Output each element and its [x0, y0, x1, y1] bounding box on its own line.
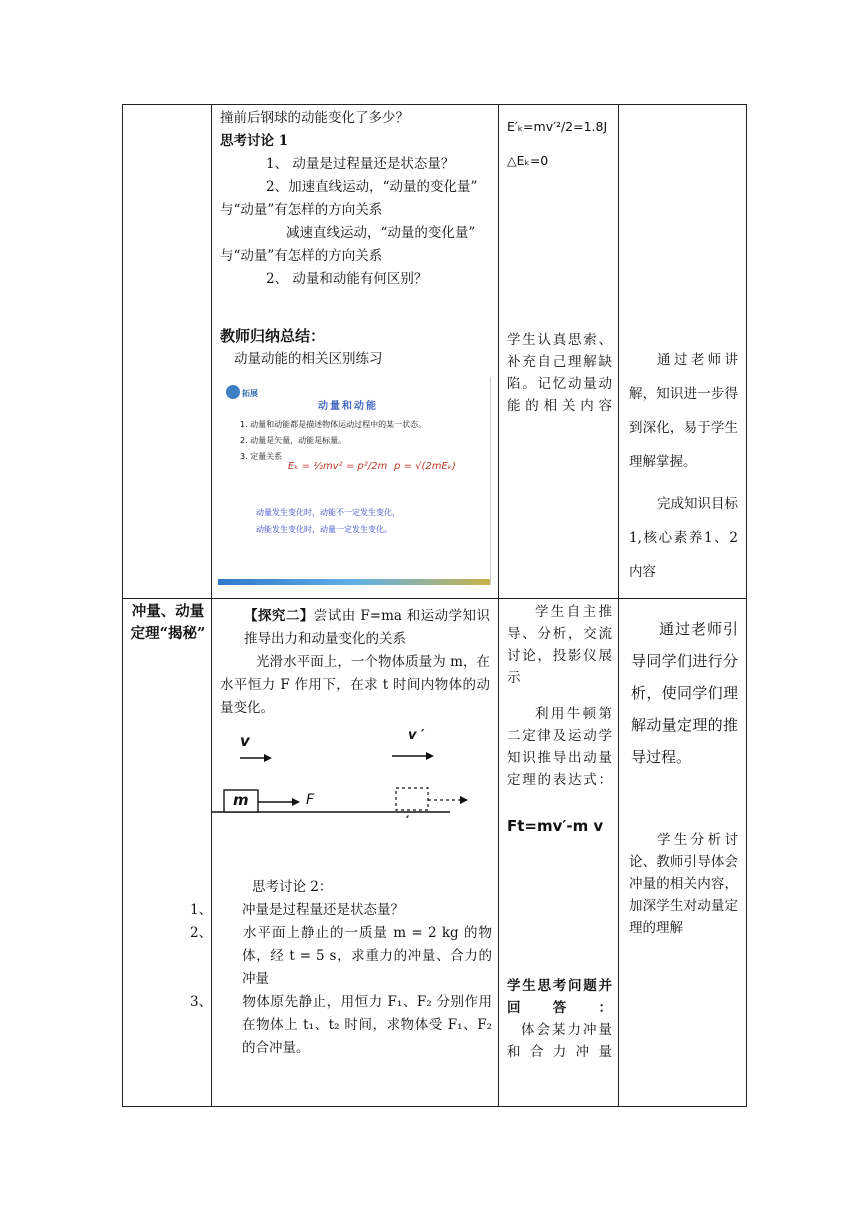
question: 与“动量”有怎样的方向关系 [220, 202, 383, 218]
slide-note: 动量发生变化时，动能不一定发生变化， [256, 508, 400, 517]
slide-footer-bar [218, 579, 490, 585]
think-text: 体会某力冲量和合力冲量 [507, 1022, 612, 1060]
badge-icon [226, 385, 240, 399]
question: 与“动量”有怎样的方向关系 [220, 248, 383, 264]
slide-title: 动量和动能 [318, 401, 378, 412]
teacher-activity-cell [190, 599, 499, 1107]
lesson-table [122, 104, 747, 1107]
text-line: 撞前后钢球的动能变化了多少？ [220, 110, 409, 126]
question: 1、 动量是过程量还是状态量？ [266, 156, 455, 172]
velocity-label: v [240, 732, 250, 750]
slide-item: 1. 动量和动能都是描述物体运动过程中的某一状态。 [240, 420, 427, 429]
summary-subtitle: 动量动能的相关区别练习 [234, 351, 383, 367]
question: 减速直线运动，“动量的变化量” [286, 225, 476, 241]
student-note: 学生认真思索、补充自己理解缺陷。记忆动量动能的相关内容 [507, 332, 612, 414]
intent-paragraph: 通过老师引导同学们进行分析，使同学们理解动量定理的推导过程。 [631, 620, 738, 766]
section-title-cell [123, 599, 212, 1107]
formula-delta-ek: △Eₖ=0 [507, 153, 549, 168]
question: 3、 物体原先静止，用恒力 F₁、F₂ 分别作用在物体上 t₁、t₂ 时间，求物体受 F₁、F₂ 的合冲量。 [190, 994, 492, 1056]
momentum-theorem-formula: Ft=mv′-m v [507, 817, 604, 835]
scenario-text: 光滑水平面上，一个物体质量为 m，在水平恒力 F 作用下，在求 t 时间内物体的动量变化。 [220, 654, 490, 716]
slide-formula: Eₖ = ½mv² = p²/2m [288, 461, 388, 472]
student-paragraph: 利用牛顿第二定律及运动学知识推导出动量定理的表达式： [507, 706, 612, 788]
design-intent-cell [619, 105, 747, 599]
motion-diagram-svg [212, 734, 498, 834]
motion-diagram [212, 728, 498, 834]
teacher-activity-cell [212, 105, 499, 599]
mass-label: m [233, 791, 249, 809]
slide-note: 动能发生变化时，动量一定发生变化。 [256, 525, 392, 534]
student-activity-cell [499, 105, 619, 599]
question: 2、 动量和动能有何区别？ [266, 271, 428, 287]
section-title: 冲量、动量定理“揭秘” [130, 603, 206, 642]
force-label: F [306, 792, 315, 808]
summary-title: 教师归纳总结： [220, 327, 326, 345]
slide-formula: p = √(2mEₖ) [394, 461, 456, 472]
slide-image [218, 377, 491, 585]
prime-tick: ′ [406, 814, 410, 829]
think-title: 学生思考问题并回答： [507, 978, 612, 1016]
table-row [123, 105, 747, 599]
discussion-title: 思考讨论 1 [220, 133, 289, 149]
question: 2、 水平面上静止的一质量 m = 2 kg 的物体，经 t = 5 s，求重力的冲量、合力的冲量 [190, 925, 492, 987]
explore-text: 尝试由 F=ma 和运动学知识推导出力和动量变化的关系 [244, 608, 490, 647]
table-row [123, 599, 747, 1107]
slide-item: 3. 定量关系 [240, 452, 283, 461]
intent-paragraph: 完成知识目标1,核心素养1、2内容 [629, 496, 738, 580]
explore-label: 【探究二】 [244, 608, 314, 624]
velocity-prime-label: v ′ [408, 728, 425, 743]
student-activity-cell [499, 599, 619, 1107]
discussion-title: 思考讨论 2： [252, 879, 333, 895]
slide-tag: 拓展 [242, 389, 258, 398]
section-cell-empty [123, 105, 212, 599]
question: 2、加速直线运动，“动量的变化量” [266, 179, 478, 195]
intent-paragraph: 通过老师讲解，知识进一步得到深化，易于学生理解掌握。 [629, 352, 738, 470]
design-intent-cell [619, 599, 747, 1107]
intent-paragraph: 学生分析讨论、教师引导体会冲量的相关内容，加深学生对动量定理的理解 [629, 832, 738, 936]
formula-ek-prime: E′ₖ=mv′²/2=1.8J [507, 119, 608, 134]
question: 1、 冲量是过程量还是状态量？ [190, 902, 404, 918]
student-paragraph: 学生自主推导、分析，交流讨论，投影仪展示 [507, 604, 612, 686]
slide-item: 2. 动量是矢量，动能是标量。 [240, 436, 347, 445]
